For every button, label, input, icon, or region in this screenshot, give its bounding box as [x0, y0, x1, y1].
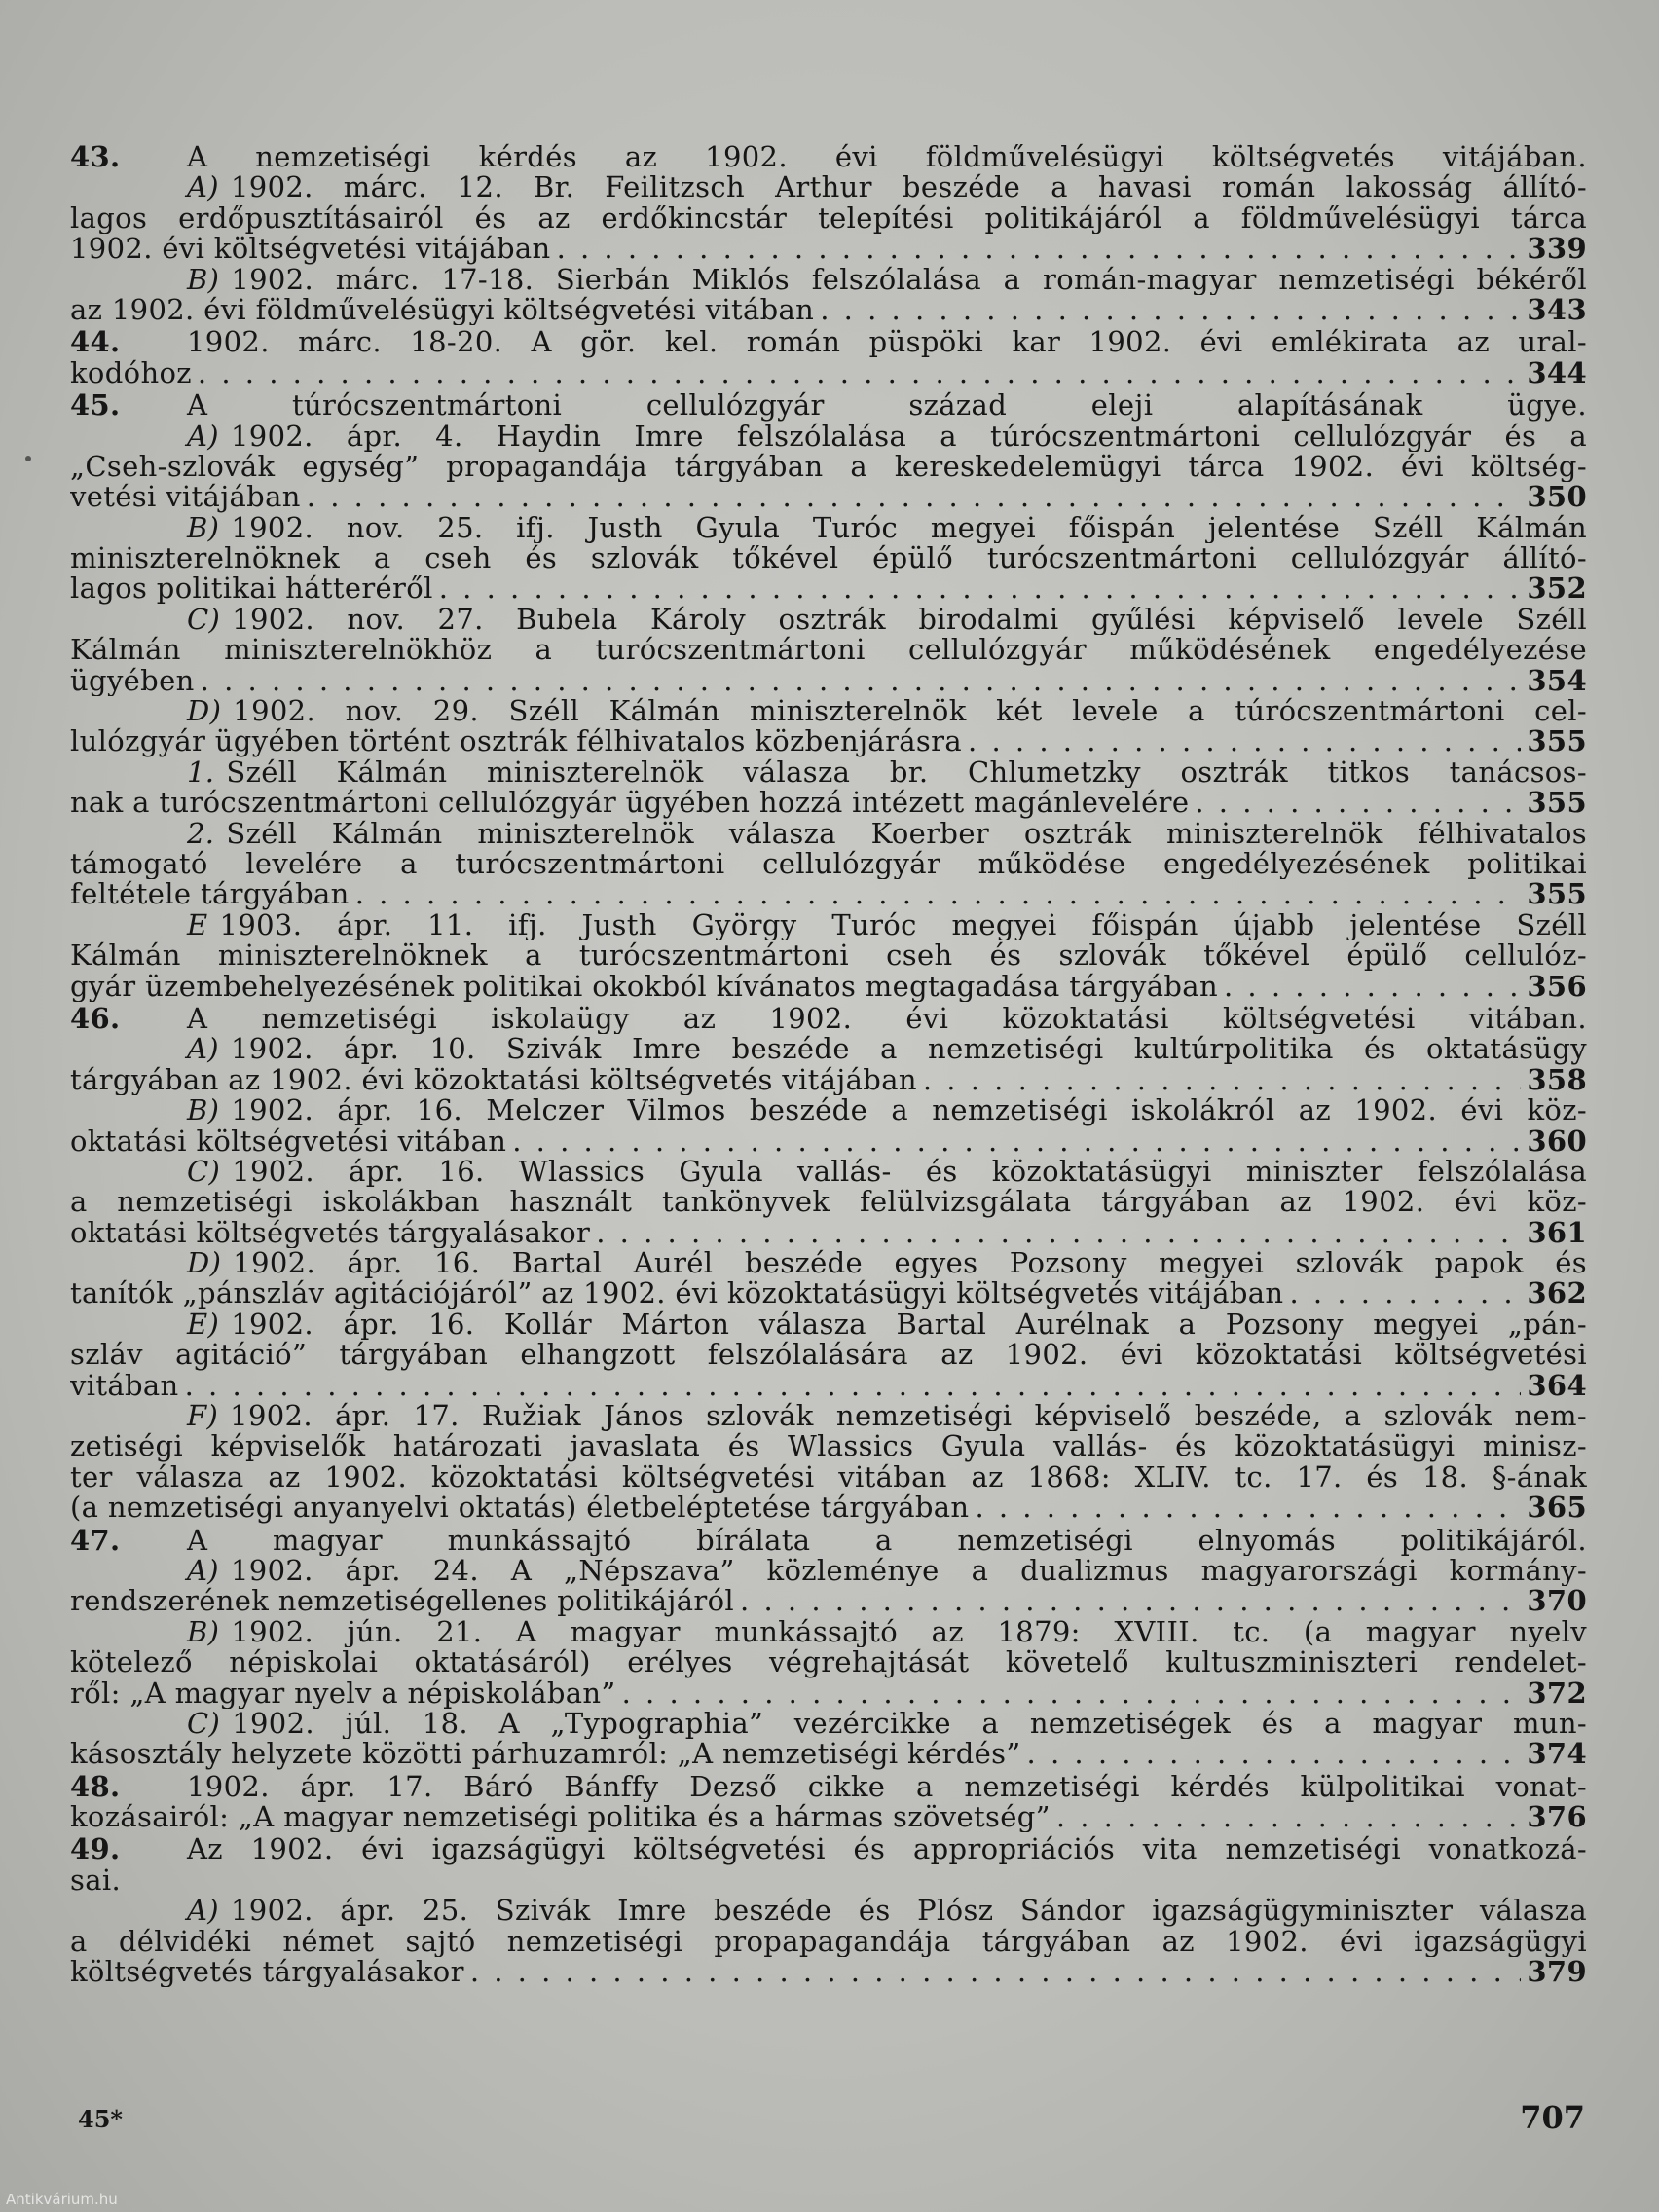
toc-line-content: az 1902. évi földművelésügyi költségvetési vitában [70, 294, 815, 326]
entry-number: 46. [70, 1003, 121, 1035]
toc-line [70, 1340, 1587, 1370]
toc-line-content: 1902. ápr. 4. Haydin Imre felszólalása a túrócszentmártoni cellulózgyár és a [230, 421, 1587, 452]
toc-line-content: 1902. ápr. 16. Kollár Márton válasza Bartal Aurélnak a Pozsony megyei „pán- [231, 1309, 1587, 1341]
toc-line-with-page [70, 666, 1587, 696]
dot-leader [198, 358, 1521, 388]
toc-line [70, 327, 1587, 357]
toc-subentry [70, 1401, 1587, 1524]
toc-line-content: 1903. ápr. 11. ifj. Justh György Turóc megyei főispán újabb jelentése Széll [219, 909, 1587, 941]
toc-page-ref: 355 [1527, 879, 1587, 910]
toc-page-ref: 355 [1527, 726, 1587, 757]
toc-line-content: a nemzetiségi iskolákban használt tankönyvek felülvizsgálata tárgyában az 1902. évi köz- [70, 1187, 1587, 1218]
toc-line-content: 1902. ápr. 17. Báró Bánffy Dezső cikke a nemzetiségi kérdés külpolitikai vonat- [187, 1771, 1587, 1803]
toc-subentry [70, 513, 1587, 605]
watermark: Antikvárium.hu [6, 2191, 118, 2208]
toc-line-with-page [70, 1065, 1587, 1095]
toc-line-text [70, 1278, 1283, 1309]
toc-line-with-page [70, 1957, 1587, 1987]
toc-page-ref: 361 [1527, 1217, 1587, 1249]
toc-subentry [70, 1248, 1587, 1309]
toc-page-ref: 358 [1527, 1064, 1587, 1096]
toc-subentry [70, 910, 1587, 1002]
toc-line-content: lagos politikai hátteréről [70, 573, 433, 605]
toc-entry [70, 1834, 1587, 1987]
toc-line-content: rendszerének nemzetiségellenes politikájáról [70, 1586, 735, 1617]
table-of-contents [70, 142, 1587, 1987]
toc-line-content: 1902. ápr. 16. Wlassics Gyula vallás- és közoktatásügyi miniszter felszólalása [232, 1156, 1587, 1188]
toc-line-content: ter válasza az 1902. közoktatási költségvetési vitában az 1868: XLIV. tc. 17. és 18. §-ának [70, 1461, 1587, 1493]
toc-page-ref: 364 [1527, 1370, 1587, 1402]
toc-line-with-page [70, 788, 1587, 818]
toc-line-text [70, 295, 814, 325]
toc-subentry [70, 757, 1587, 819]
entry-number: 49. [70, 1834, 121, 1865]
toc-line-text [70, 1493, 969, 1523]
toc-line-content: A nemzetiségi kérdés az 1902. évi földművelésügyi költségvetés vitájában. [187, 142, 1587, 173]
toc-line-text [70, 879, 350, 909]
toc-line [70, 1896, 1587, 1926]
toc-line [70, 1647, 1587, 1677]
toc-page-ref: 355 [1527, 788, 1587, 819]
toc-line-with-page [70, 1739, 1587, 1769]
toc-line-content: szláv agitáció” tárgyában elhangzott felszólalására az 1902. évi közoktatási költségvetési [70, 1340, 1587, 1371]
toc-line [70, 203, 1587, 234]
subentry-label: 2. [187, 818, 215, 849]
dot-leader [923, 1065, 1522, 1095]
toc-subentry [70, 696, 1587, 757]
subentry-label: A) [187, 421, 219, 452]
dot-leader [1056, 1802, 1522, 1832]
toc-line-content: 1902. jún. 21. A magyar munkássajtó az 1879: XVIII. tc. (a magyar nyelv [231, 1616, 1587, 1648]
entry-number: 45. [70, 390, 121, 422]
toc-line-content: (a nemzetiségi anyanyelvi oktatás) életbeléptetése tárgyában [70, 1493, 970, 1524]
toc-line-content: 1902. évi költségvetési vitájában [70, 234, 551, 265]
toc-page-ref: 356 [1527, 971, 1587, 1002]
toc-line-content: ről: „A magyar nyelv a népiskolában” [70, 1677, 616, 1709]
toc-line [70, 635, 1587, 665]
dot-leader [1224, 972, 1521, 1002]
toc-line-text [70, 1065, 917, 1095]
toc-line-text [70, 1586, 734, 1616]
dot-leader [439, 573, 1522, 604]
toc-line [70, 1772, 1587, 1802]
subentry-label: E [187, 909, 208, 941]
entry-number: 43. [70, 142, 121, 173]
subentry-label: 1. [187, 756, 215, 789]
toc-line-content: vetési vitájában [70, 482, 301, 513]
toc-subentry [70, 1709, 1587, 1770]
toc-line [70, 819, 1587, 849]
toc-line-with-page [70, 1126, 1587, 1157]
toc-subentry [70, 1034, 1587, 1095]
toc-line-content: A magyar munkássajtó bírálata a nemzetiségi elnyomás politikájáról. [187, 1525, 1587, 1556]
toc-subentry [70, 1095, 1587, 1157]
toc-line-text [70, 1218, 590, 1248]
toc-page-ref: 352 [1527, 573, 1587, 605]
toc-line [70, 390, 1587, 421]
dot-leader [201, 666, 1522, 696]
toc-line-text [70, 666, 195, 696]
subentry-label: A) [187, 1555, 219, 1587]
toc-line-content: lulózgyár ügyében történt osztrák félhivatalos közbenjárásra [70, 726, 963, 757]
toc-entry [70, 1526, 1587, 1770]
toc-line-text [70, 1957, 464, 1987]
toc-page-ref: 354 [1527, 665, 1587, 697]
toc-line-text [70, 972, 1218, 1002]
dot-leader [968, 726, 1521, 756]
dot-leader [975, 1493, 1521, 1523]
toc-subentry [70, 1157, 1587, 1248]
toc-line-content: ügyében [70, 665, 195, 697]
page-number: 707 [1520, 2099, 1585, 2136]
toc-line-text [70, 573, 433, 604]
subentry-label: B) [187, 512, 220, 544]
toc-line [70, 1187, 1587, 1217]
toc-line [70, 422, 1587, 452]
toc-line-content: oktatási költségvetési vitában [70, 1125, 507, 1157]
toc-page-ref: 370 [1527, 1586, 1587, 1617]
toc-line-text [70, 358, 192, 388]
toc-line [70, 910, 1587, 940]
toc-page-ref: 376 [1527, 1802, 1587, 1833]
toc-line-content: 1902. nov. 25. ifj. Justh Gyula Turóc megyei főispán jelentése Széll Kálmán [231, 512, 1587, 544]
toc-entry [70, 327, 1587, 388]
toc-page-ref: 379 [1527, 1957, 1587, 1988]
toc-line-text [70, 1126, 506, 1157]
toc-subentry [70, 265, 1587, 326]
toc-line [70, 142, 1587, 172]
toc-subentry [70, 819, 1587, 910]
toc-subentry [70, 1896, 1587, 1987]
toc-subentry [70, 605, 1587, 696]
toc-line [70, 543, 1587, 573]
subentry-label: B) [187, 1616, 220, 1648]
toc-line [70, 265, 1587, 295]
entry-number: 48. [70, 1771, 121, 1803]
toc-page-ref: 343 [1527, 294, 1587, 326]
toc-line-content: Széll Kálmán miniszterelnök válasza Koerber osztrák miniszterelnök félhivatalos [226, 818, 1587, 849]
toc-line-content: 1902. ápr. 25. Szivák Imre beszéde és Plósz Sándor igazságügyminiszter válasza [230, 1896, 1587, 1927]
toc-line-with-page [70, 1278, 1587, 1309]
dot-leader [1195, 788, 1521, 818]
dot-leader [820, 295, 1521, 325]
dot-leader [307, 482, 1522, 512]
toc-line [70, 172, 1587, 203]
toc-subentry [70, 422, 1587, 513]
toc-line-content: 1902. márc. 18-20. A gör. kel. román püspöki kar 1902. évi emlékirata az ural- [187, 327, 1587, 358]
toc-line-content: 1902. nov. 29. Széll Kálmán miniszterelnök két levele a túrócszentmártoni cel- [233, 696, 1587, 727]
toc-line-content: kodóhoz [70, 357, 192, 389]
toc-line-with-page [70, 573, 1587, 604]
toc-line-content: zetiségi képviselők határozati javaslata és Wlassics Gyula vallás- és közoktatásügyi minisz- [70, 1431, 1587, 1462]
subentry-label: C) [187, 1156, 221, 1188]
toc-line [70, 1309, 1587, 1340]
toc-page-ref: 365 [1527, 1493, 1587, 1524]
toc-line-with-page [70, 879, 1587, 909]
toc-line-content: sai. [70, 1864, 122, 1897]
toc-line-content: 1902. márc. 12. Br. Feilitzsch Arthur beszéde a havasi román lakosság állító- [230, 172, 1587, 203]
toc-line [70, 1709, 1587, 1739]
dot-leader [1289, 1278, 1521, 1309]
toc-line-with-page [70, 972, 1587, 1002]
toc-page-ref: 350 [1527, 482, 1587, 513]
toc-line [70, 757, 1587, 788]
toc-line-text [70, 1371, 179, 1401]
dot-leader [622, 1678, 1522, 1709]
toc-page-ref: 362 [1527, 1278, 1587, 1309]
toc-line-text [70, 1678, 616, 1709]
paper-speck [25, 456, 31, 461]
toc-line [70, 1834, 1587, 1864]
toc-line-with-page [70, 1371, 1587, 1401]
toc-line-content: gyár üzembehelyezésének politikai okokból kívánatos megtagadása tárgyában [70, 971, 1218, 1002]
toc-subentry [70, 1617, 1587, 1709]
toc-subentry [70, 1309, 1587, 1401]
toc-line-content: 1902. ápr. 24. A „Népszava” közleménye a dualizmus magyarországi kormány- [230, 1555, 1587, 1587]
dot-leader [1027, 1739, 1522, 1769]
toc-line-text [70, 1739, 1021, 1769]
toc-line-content: A túrócszentmártoni cellulózgyár század eleji alapításának ügye. [187, 390, 1587, 422]
toc-line-content: 1902. ápr. 16. Bartal Aurél beszéde egyes Pozsony megyei szlovák papok és [233, 1248, 1587, 1279]
toc-line-content: Kálmán miniszterelnökhöz a turócszentmártoni cellulózgyár működésének engedélyezése [70, 635, 1587, 666]
toc-line-content: a délvidéki német sajtó nemzetiségi propapagandája tárgyában az 1902. évi igazságügyi [70, 1926, 1587, 1958]
toc-line-content: A nemzetiségi iskolaügy az 1902. évi közoktatási költségvetési vitában. [187, 1003, 1587, 1035]
toc-line-with-page [70, 358, 1587, 388]
toc-line-content: tárgyában az 1902. évi közoktatási költségvetés vitájában [70, 1064, 917, 1096]
toc-subentry [70, 172, 1587, 264]
subentry-label: B) [187, 264, 220, 295]
toc-line [70, 1034, 1587, 1064]
subentry-label: A) [187, 1034, 219, 1065]
toc-line [70, 696, 1587, 726]
toc-entry [70, 1004, 1587, 1524]
toc-line [70, 605, 1587, 635]
dot-leader [596, 1218, 1521, 1248]
toc-page-ref: 374 [1527, 1739, 1587, 1770]
toc-line-text [70, 234, 551, 264]
toc-line-content: kötelező népiskolai oktatásáról) erélyes végrehajtását követelő kultuszminiszteri rendelet- [70, 1647, 1587, 1678]
toc-line-content: 1902. ápr. 17. Ružiak János szlovák nemzetiségi képviselő beszéde, a szlovák nem- [230, 1401, 1587, 1432]
toc-line-content: 1902. márc. 17-18. Sierbán Miklós felszólalása a román-magyar nemzetiségi békéről [231, 264, 1587, 295]
toc-line-with-page [70, 234, 1587, 264]
subentry-label: D) [187, 1248, 222, 1279]
toc-line-with-page [70, 482, 1587, 512]
toc-line-text [70, 482, 301, 512]
toc-line-content: támogató levelére a turócszentmártoni cellulózgyár működése engedélyezésének politikai [70, 848, 1587, 880]
subentry-label: F) [187, 1401, 219, 1432]
subentry-label: C) [187, 604, 221, 636]
toc-line-content: lagos erdőpusztításairól és az erdőkincstár telepítési politikájáról a földművelésügyi tárca [70, 203, 1587, 235]
dot-leader [470, 1957, 1522, 1987]
toc-entry [70, 390, 1587, 1002]
toc-line-content: kozásairól: „A magyar nemzetiségi politika és a hármas szövetség” [70, 1802, 1051, 1833]
toc-subentry [70, 1556, 1587, 1617]
toc-line-text [70, 1802, 1051, 1832]
toc-line [70, 1865, 1587, 1896]
toc-entry [70, 142, 1587, 325]
toc-line-content: Kálmán miniszterelnöknek a turócszentmártoni cseh és szlovák tőkével épülő cellulóz- [70, 940, 1587, 972]
toc-page-ref: 372 [1527, 1677, 1587, 1709]
toc-line-content: miniszterelnöknek a cseh és szlovák tőkével épülő turócszentmártoni cellulózgyár állító- [70, 543, 1587, 574]
dot-leader [740, 1586, 1521, 1616]
toc-line [70, 849, 1587, 879]
toc-line-content: kásosztály helyzete közötti párhuzamról: „A nemzetiségi kérdés” [70, 1739, 1021, 1770]
toc-line-content: feltétele tárgyában [70, 879, 350, 910]
toc-line-text [70, 788, 1189, 818]
toc-line [70, 1927, 1587, 1957]
toc-line [70, 1462, 1587, 1493]
toc-line-with-page [70, 295, 1587, 325]
toc-line-content: tanítók „pánszláv agitációjáról” az 1902. évi közoktatásügyi költségvetés vitájában [70, 1278, 1284, 1309]
toc-line-text [70, 726, 962, 756]
toc-line [70, 1431, 1587, 1461]
toc-line [70, 1095, 1587, 1125]
toc-line-content: „Cseh-szlovák egység” propagandája tárgyában a kereskedelemügyi tárca 1902. évi költség- [70, 451, 1587, 483]
toc-entry [70, 1772, 1587, 1833]
toc-line [70, 940, 1587, 971]
dot-leader [185, 1371, 1522, 1401]
subentry-label: A) [187, 1896, 219, 1927]
toc-line [70, 452, 1587, 482]
toc-line-with-page [70, 1493, 1587, 1523]
entry-number: 47. [70, 1525, 121, 1556]
toc-line-with-page [70, 726, 1587, 756]
toc-line-content: 1902. júl. 18. A „Typographia” vezércikke a nemzetiségek és a magyar mun- [232, 1708, 1587, 1740]
toc-line-with-page [70, 1802, 1587, 1832]
toc-line-with-page [70, 1586, 1587, 1616]
subentry-label: B) [187, 1095, 220, 1126]
toc-page-ref: 360 [1527, 1125, 1587, 1157]
toc-page-ref: 339 [1527, 234, 1587, 265]
toc-line-content: Széll Kálmán miniszterelnök válasza br. Chlumetzky osztrák titkos tanácsos- [226, 756, 1587, 789]
entry-number: 44. [70, 327, 121, 358]
toc-line-content: 1902. ápr. 10. Szivák Imre beszéde a nemzetiségi kultúrpolitika és oktatásügy [230, 1034, 1587, 1065]
subentry-label: E) [187, 1309, 220, 1341]
toc-line [70, 513, 1587, 543]
toc-line [70, 1556, 1587, 1586]
toc-line-with-page [70, 1678, 1587, 1709]
toc-line-content: oktatási költségvetés tárgyalásakor [70, 1217, 591, 1249]
toc-line [70, 1004, 1587, 1034]
dot-leader [355, 879, 1522, 909]
toc-page-ref: 344 [1527, 357, 1587, 389]
toc-line-with-page [70, 1218, 1587, 1248]
subentry-label: C) [187, 1708, 221, 1740]
toc-line-content: költségvetés tárgyalásakor [70, 1957, 464, 1988]
toc-line [70, 1526, 1587, 1556]
toc-line-content: 1902. nov. 27. Bubela Károly osztrák birodalmi gyűlési képviselő levele Széll [232, 604, 1587, 636]
toc-line-content: vitában [70, 1370, 179, 1402]
dot-leader [557, 234, 1522, 264]
toc-line [70, 1157, 1587, 1187]
toc-line-content: nak a turócszentmártoni cellulózgyár ügyében hozzá intézett magánlevelére [70, 788, 1190, 819]
signature-mark: 45* [78, 2105, 123, 2133]
toc-line-content: Az 1902. évi igazságügyi költségvetési és appropriációs vita nemzetiségi vonatkozá- [187, 1834, 1587, 1865]
toc-line [70, 1248, 1587, 1278]
toc-line-content: 1902. ápr. 16. Melczer Vilmos beszéde a nemzetiségi iskolákról az 1902. évi köz- [231, 1095, 1587, 1126]
dot-leader [512, 1126, 1521, 1157]
toc-line [70, 1401, 1587, 1431]
subentry-label: A) [187, 172, 219, 203]
subentry-label: D) [187, 696, 222, 727]
toc-line [70, 1617, 1587, 1647]
